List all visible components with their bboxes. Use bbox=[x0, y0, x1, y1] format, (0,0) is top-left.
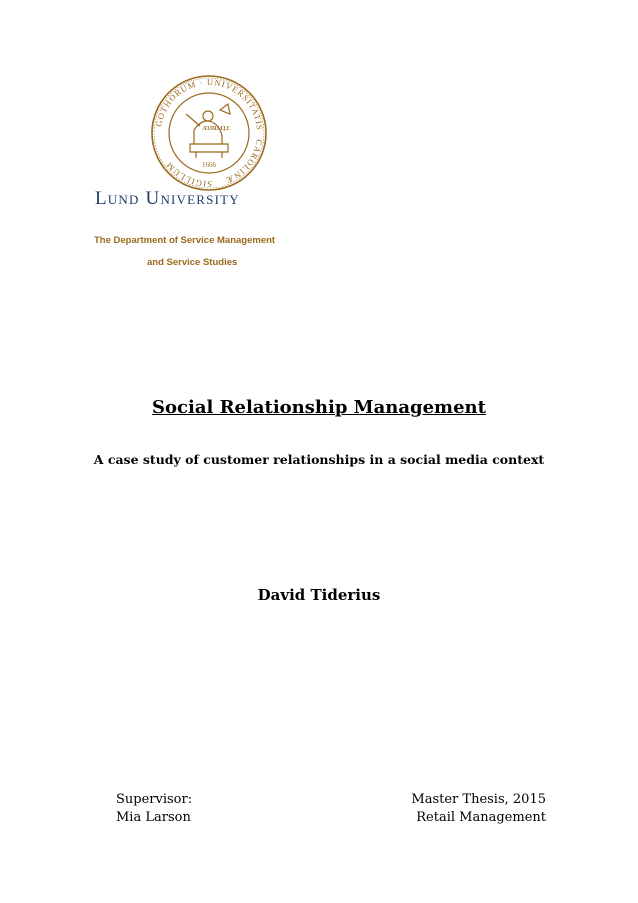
seal-ring-text-left: CAROLINÆ bbox=[223, 138, 265, 186]
supervisor-block bbox=[116, 791, 192, 827]
department-line-1: The Department of Service Management bbox=[94, 235, 276, 246]
seal-year: 1666 bbox=[202, 161, 216, 169]
thesis-title: Social Relationship Management bbox=[152, 397, 486, 418]
supervisor-name: Mia Larson bbox=[116, 810, 191, 825]
department-line-2: and Service Studies bbox=[147, 257, 238, 268]
department-block bbox=[94, 230, 275, 274]
thesis-type: Master Thesis, 2015 bbox=[411, 792, 546, 807]
program-name: Retail Management bbox=[416, 810, 546, 825]
thesis-subtitle: A case study of customer relationships in a social media context bbox=[93, 452, 545, 467]
university-seal bbox=[150, 74, 268, 192]
seal-motto: AD UTRUMQUE bbox=[202, 126, 230, 132]
university-wordmark: Lund University bbox=[95, 188, 240, 209]
seal-ring-text-bottom: GOTHORUM · UNIVERSITATIS bbox=[153, 76, 266, 132]
supervisor-label: Supervisor: bbox=[116, 792, 193, 807]
seal-ring-text-right: SIGILLUM bbox=[163, 159, 213, 190]
thesis-info-block bbox=[411, 791, 546, 827]
author-name: David Tiderius bbox=[257, 586, 381, 604]
